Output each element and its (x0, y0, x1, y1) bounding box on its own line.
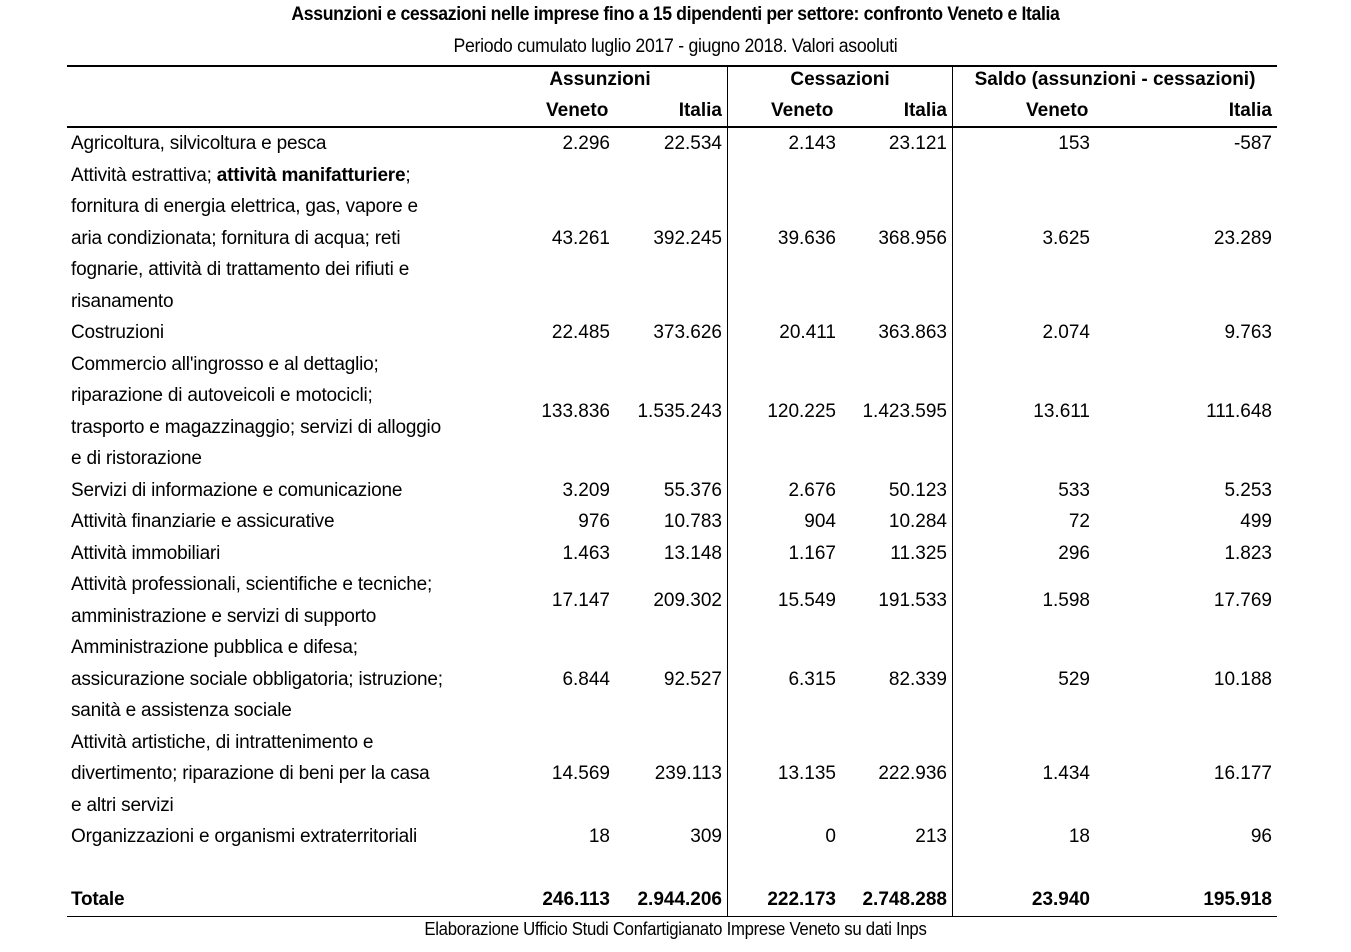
total-saldo-italia: 195.918 (1203, 889, 1272, 910)
cell-assunzioni-veneto: 133.836 (541, 400, 610, 422)
cell-cessazioni-italia: 82.339 (888, 668, 947, 690)
cell-assunzioni-veneto: 22.485 (551, 322, 610, 343)
cell-saldo-veneto: 2.074 (1042, 322, 1090, 343)
bottom-rule (67, 916, 1277, 917)
cell-assunzioni-italia: 1.535.243 (637, 400, 722, 422)
sector-label-line: fornitura di energia elettrica, gas, vapore e (71, 196, 418, 217)
cell-saldo-veneto: 533 (1058, 479, 1090, 501)
sector-label (71, 632, 471, 727)
sector-label-line: Agricoltura, silvicoltura e pesca (71, 133, 327, 154)
sector-label (71, 317, 471, 349)
cell-assunzioni-italia: 10.783 (663, 511, 722, 532)
sector-label-line: riparazione di autoveicoli e motocicli; (71, 385, 373, 406)
cell-saldo-veneto: 13.611 (1033, 400, 1090, 422)
table-subtitle: Periodo cumulato luglio 2017 - giugno 2018. Valori asooluti (453, 36, 898, 57)
cell-cessazioni-veneto: 15.549 (777, 589, 836, 611)
table-row (0, 317, 1351, 349)
cell-assunzioni-italia: 209.302 (653, 589, 722, 611)
cell-assunzioni-italia: 392.245 (653, 227, 722, 249)
sector-label-line (71, 160, 471, 192)
sector-label-line: Costruzioni (71, 322, 164, 343)
table-title: Assunzioni e cessazioni nelle imprese fino a 15 dipendenti per settore: confronto Veneto e Italia (291, 4, 1060, 25)
col-header-assunzioni-veneto: Veneto (546, 100, 609, 121)
sector-label-line: Attività artistiche, di intrattenimento e (71, 731, 374, 753)
cell-assunzioni-veneto: 976 (578, 511, 610, 532)
total-cessazioni-veneto: 222.173 (767, 889, 836, 910)
sector-label-line: Organizzazioni e organismi extraterritoriali (71, 826, 418, 847)
table-row (0, 160, 1351, 318)
cell-cessazioni-italia: 213 (915, 826, 947, 847)
table-row (0, 506, 1351, 538)
cell-cessazioni-veneto: 39.636 (777, 227, 836, 249)
col-header-saldo-veneto: Veneto (1026, 100, 1089, 121)
sector-label-line: amministrazione e servizi di supporto (71, 605, 377, 627)
group-header-cessazioni: Cessazioni (790, 69, 890, 90)
sector-label-line: Servizi di informazione e comunicazione (71, 479, 403, 501)
sector-label-line: sanità e assistenza sociale (71, 700, 292, 721)
sector-label (71, 349, 471, 475)
sector-label-bold: attività manifatturiere (216, 164, 406, 186)
cell-cessazioni-veneto: 0 (825, 826, 836, 847)
cell-assunzioni-veneto: 3.209 (562, 479, 610, 501)
group-header-assunzioni: Assunzioni (549, 69, 651, 90)
cell-cessazioni-veneto: 904 (804, 511, 836, 532)
table-row (0, 727, 1351, 822)
cell-saldo-italia: 16.177 (1213, 763, 1272, 784)
cell-cessazioni-veneto: 13.135 (777, 763, 836, 784)
sector-label-line: assicurazione sociale obbligatoria; istruzione; (71, 668, 443, 690)
col-header-saldo-italia: Italia (1228, 100, 1272, 121)
cell-saldo-veneto: 296 (1058, 542, 1090, 564)
cell-assunzioni-italia: 309 (690, 826, 722, 847)
col-header-cessazioni-veneto: Veneto (771, 100, 834, 121)
cell-cessazioni-italia: 23.121 (888, 133, 947, 154)
cell-assunzioni-italia: 92.527 (663, 668, 722, 690)
group-header-saldo: Saldo (assunzioni - cessazioni) (974, 69, 1256, 90)
cell-cessazioni-veneto: 20.411 (779, 322, 836, 343)
col-header-cessazioni-italia: Italia (903, 100, 947, 121)
cell-cessazioni-veneto: 1.167 (788, 542, 836, 564)
table-row (0, 128, 1351, 160)
sector-label-line: aria condizionata; fornitura di acqua; reti (71, 227, 401, 249)
table-row (0, 538, 1351, 570)
sector-label (71, 727, 471, 822)
cell-saldo-veneto: 1.598 (1042, 589, 1090, 611)
table-row (0, 569, 1351, 632)
cell-saldo-italia: 499 (1240, 511, 1272, 532)
total-label: Totale (71, 889, 125, 910)
cell-cessazioni-italia: 368.956 (878, 227, 947, 249)
cell-saldo-italia: 9.763 (1224, 322, 1272, 343)
cell-assunzioni-veneto: 2.296 (562, 133, 610, 154)
total-assunzioni-veneto: 246.113 (542, 889, 610, 910)
cell-saldo-veneto: 72 (1068, 511, 1090, 532)
sector-label-line: e altri servizi (71, 794, 174, 816)
sector-label-suffix: ; (405, 164, 411, 186)
cell-cessazioni-italia: 11.325 (890, 542, 947, 564)
sector-label (71, 569, 471, 632)
cell-cessazioni-italia: 363.863 (878, 322, 947, 343)
cell-saldo-veneto: 3.625 (1042, 227, 1090, 249)
cell-cessazioni-italia: 10.284 (888, 511, 947, 532)
sector-label (71, 160, 471, 318)
sector-label-line: trasporto e magazzinaggio; servizi di alloggio (71, 416, 441, 438)
sector-label-line: Commercio all'ingrosso e al dettaglio; (71, 353, 379, 375)
sector-label-line: divertimento; riparazione di beni per la casa (71, 763, 430, 784)
sector-label (71, 506, 471, 538)
source-note: Elaborazione Ufficio Studi Confartigianato Imprese Veneto su dati Inps (424, 919, 927, 939)
cell-cessazioni-italia: 222.936 (878, 763, 947, 784)
cell-assunzioni-veneto: 18 (588, 826, 610, 847)
cell-saldo-italia: 111.648 (1206, 400, 1272, 422)
cell-assunzioni-italia: 55.376 (663, 479, 722, 501)
sector-label-line: Amministrazione pubblica e difesa; (71, 637, 358, 658)
cell-saldo-veneto: 153 (1058, 133, 1090, 154)
sector-label-line: fognarie, attività di trattamento dei rifiuti e (71, 259, 410, 280)
cell-saldo-veneto: 1.434 (1042, 763, 1090, 784)
total-row (0, 884, 1351, 915)
sector-label-line: Attività finanziarie e assicurative (71, 511, 335, 532)
cell-saldo-italia: 17.769 (1213, 589, 1272, 611)
table-row (0, 632, 1351, 727)
sector-label (71, 128, 471, 160)
sector-label (71, 475, 471, 507)
sector-label (71, 821, 471, 853)
sector-label-line: risanamento (71, 290, 174, 312)
cell-cessazioni-veneto: 6.315 (788, 668, 836, 690)
sector-label-prefix: Attività estrattiva; (71, 164, 217, 186)
cell-cessazioni-italia: 191.533 (878, 589, 947, 611)
cell-assunzioni-veneto: 1.463 (562, 542, 610, 564)
sector-label-line: Attività professionali, scientifiche e tecniche; (71, 574, 433, 595)
cell-saldo-italia: 1.823 (1224, 542, 1272, 564)
sector-label-line: e di ristorazione (71, 448, 202, 469)
col-header-assunzioni-italia: Italia (678, 100, 722, 121)
cell-assunzioni-italia: 373.626 (653, 322, 722, 343)
total-cessazioni-italia: 2.748.288 (862, 889, 947, 910)
table-row (0, 349, 1351, 475)
cell-saldo-veneto: 529 (1058, 668, 1090, 690)
cell-saldo-italia: -587 (1233, 133, 1272, 154)
cell-saldo-italia: 23.289 (1213, 227, 1272, 249)
cell-assunzioni-veneto: 14.569 (551, 763, 610, 784)
cell-cessazioni-veneto: 2.676 (788, 479, 836, 501)
cell-assunzioni-veneto: 17.147 (551, 589, 610, 611)
total-saldo-veneto: 23.940 (1031, 889, 1090, 910)
cell-saldo-italia: 96 (1250, 826, 1272, 847)
cell-saldo-italia: 5.253 (1224, 479, 1272, 501)
total-assunzioni-italia: 2.944.206 (637, 889, 722, 910)
cell-assunzioni-veneto: 6.844 (562, 668, 610, 690)
cell-saldo-veneto: 18 (1068, 826, 1090, 847)
cell-cessazioni-veneto: 120.225 (767, 400, 836, 422)
cell-assunzioni-italia: 239.113 (654, 763, 722, 784)
table-row (0, 821, 1351, 853)
cell-assunzioni-italia: 22.534 (663, 133, 722, 154)
cell-cessazioni-veneto: 2.143 (788, 133, 836, 154)
cell-cessazioni-italia: 1.423.595 (862, 400, 947, 422)
cell-assunzioni-italia: 13.148 (663, 542, 722, 564)
cell-saldo-italia: 10.188 (1213, 668, 1272, 690)
cell-cessazioni-italia: 50.123 (888, 479, 947, 501)
sector-label (71, 538, 471, 570)
cell-assunzioni-veneto: 43.261 (551, 227, 610, 249)
table-row (0, 475, 1351, 507)
sector-label-line: Attività immobiliari (71, 542, 221, 564)
